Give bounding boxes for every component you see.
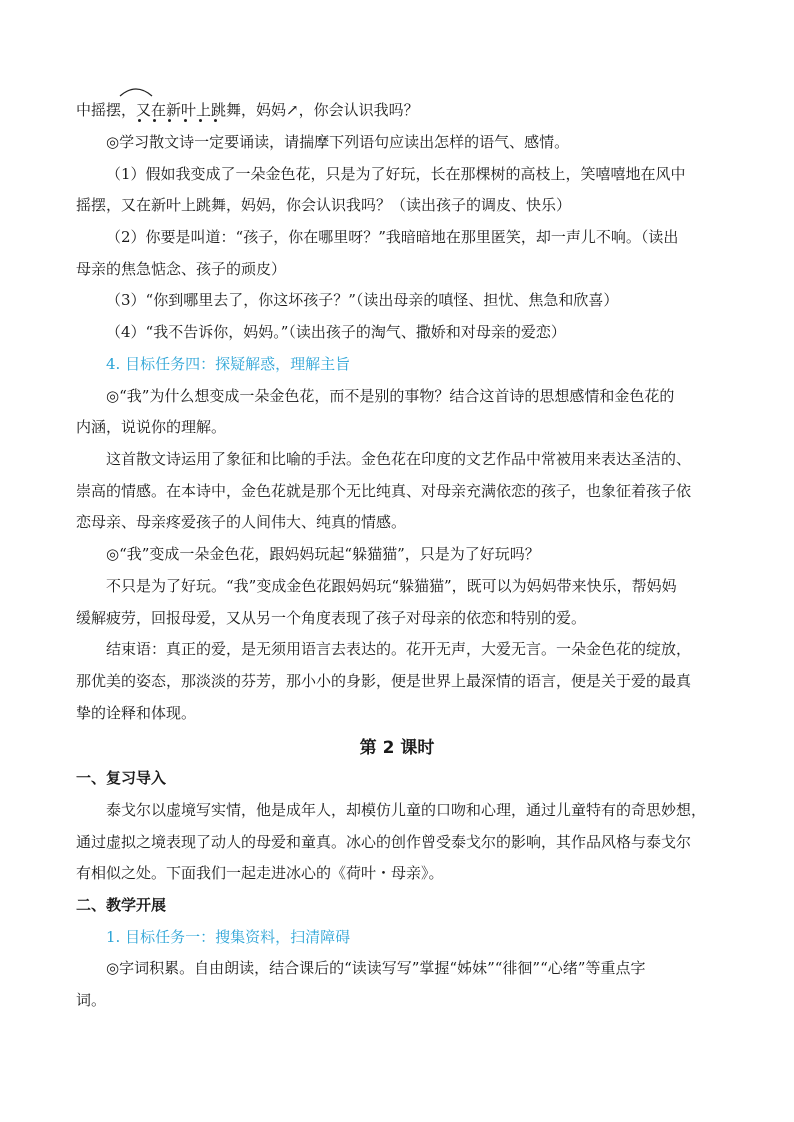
paragraph-line: 恋母亲、母亲疼爱孩子的人间伟大、纯真的情感。 bbox=[76, 513, 407, 531]
paragraph-line: 不只是为了好玩。“我”变成金色花跟妈妈玩“躲猫猫”，既可以为妈妈带来快乐，帮妈妈 bbox=[106, 577, 677, 595]
paragraph-line: 词。 bbox=[76, 991, 107, 1009]
paragraph-line: （4）“我不告诉你，妈妈。”（读出孩子的淘气、撒娇和对母亲的爱恋） bbox=[106, 323, 566, 341]
paragraph-line: 缓解疲劳，回报母爱，又从另一个角度表现了孩子对母亲的依恋和特别的爱。 bbox=[76, 609, 587, 627]
paragraph-line: 摇摆，又在新叶上跳舞，妈妈，你会认识我吗？（读出孩子的调皮、快乐） bbox=[76, 196, 572, 214]
paragraph-line: 中摇摆，又在新叶上跳舞，妈妈↗，你会认识我吗？ bbox=[76, 101, 419, 119]
paragraph-line: ◎“我”变成一朵金色花，跟妈妈玩起“躲猫猫”，只是为了好玩吗？ bbox=[106, 545, 540, 563]
section-heading-1: 一、复习导入 bbox=[76, 769, 167, 787]
paragraph-line: ◎“我”为什么想变成一朵金色花，而不是别的事物？结合这首诗的思想感情和金色花的 bbox=[106, 387, 675, 405]
task-heading-1: 1. 目标任务一：搜集资料，扫清障碍 bbox=[106, 928, 351, 946]
task-heading-4: 4. 目标任务四：探疑解惑，理解主旨 bbox=[106, 355, 351, 373]
section-heading-2: 二、教学开展 bbox=[76, 896, 167, 914]
paragraph-line: 内涵，说说你的理解。 bbox=[76, 418, 227, 436]
paragraph-line: 崇高的情感。在本诗中，金色花就是那个无比纯真、对母亲充满依恋的孩子，也象征着孩子依 bbox=[76, 482, 692, 500]
reading-arc-mark bbox=[118, 84, 154, 98]
paragraph-line: ◎学习散文诗一定要诵读，请揣摩下列语句应读出怎样的语气、感情。 bbox=[106, 133, 570, 151]
paragraph-line: ◎字词积累。自由朗读，结合课后的“读读写写”掌握“姊妹”“徘徊”“心绪”等重点字 bbox=[106, 959, 646, 977]
paragraph-line: （3）“你到哪里去了，你这坏孩子？”（读出母亲的嗔怪、担忧、焦急和欣喜） bbox=[106, 291, 619, 309]
paragraph-line: 这首散文诗运用了象征和比喻的手法。金色花在印度的文艺作品中常被用来表达圣洁的、 bbox=[106, 450, 692, 468]
paragraph-line: 结束语：真正的爱，是无须用语言去表达的。花开无声，大爱无言。一朵金色花的绽放， bbox=[106, 640, 692, 658]
paragraph-line: 有相似之处。下面我们一起走进冰心的《荷叶・母亲》。 bbox=[76, 864, 444, 882]
paragraph-line: 挚的诠释和体现。 bbox=[76, 704, 197, 722]
paragraph-line: 那优美的姿态，那淡淡的芬芳，那小小的身影，便是世界上最深情的语言，便是关于爱的最真 bbox=[76, 672, 692, 690]
paragraph-line: 通过虚拟之境表现了动人的母爱和童真。冰心的创作曾受泰戈尔的影响，其作品风格与泰戈尔 bbox=[76, 833, 692, 851]
paragraph-line: （1）假如我变成了一朵金色花，只是为了好玩，长在那棵树的高枝上，笑嘻嘻地在风中 bbox=[106, 165, 686, 183]
paragraph-line: 泰戈尔以虚境写实情，他是成年人，却模仿儿童的口吻和心理，通过儿童特有的奇思妙想， bbox=[106, 801, 707, 819]
lesson-title: 第 2 课时 bbox=[359, 738, 435, 758]
paragraph-line: 母亲的焦急惦念、孩子的顽皮） bbox=[76, 260, 287, 278]
paragraph-line: （2）你要是叫道：“孩子，你在哪里呀？”我暗暗地在那里匿笑，却一声儿不响。（读出 bbox=[106, 228, 679, 246]
